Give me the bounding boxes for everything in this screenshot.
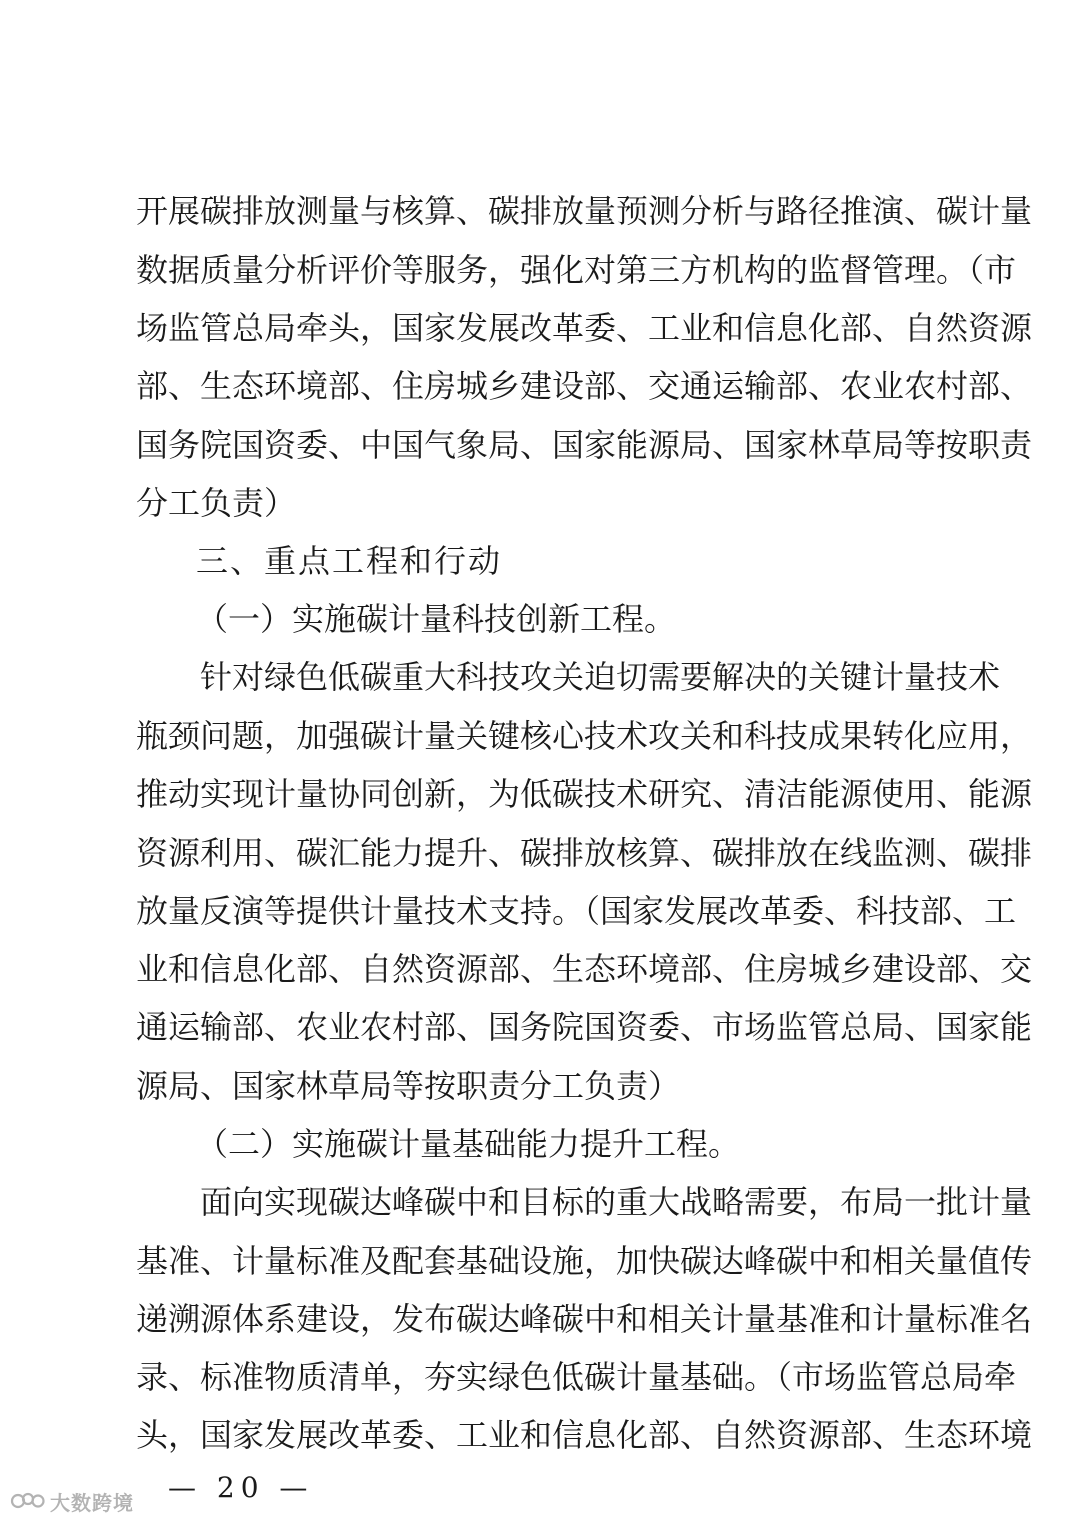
watermark [10,1487,134,1515]
brand-logo-icon [10,1489,46,1513]
subheading: （一）实施碳计量科技创新工程。 [196,600,677,638]
paragraph-line: 面向实现碳达峰碳中和目标的重大战略需要，布局一批计量 [200,1183,1033,1221]
paragraph-line: 数据质量分析评价等服务，强化对第三方机构的监督管理。（市 [136,251,1017,289]
page-number: — 20 — [168,1471,314,1504]
paragraph-line: 针对绿色低碳重大科技攻关迫切需要解决的关键计量技术 [200,658,1001,696]
paragraph-line: 推动实现计量协同创新，为低碳技术研究、清洁能源使用、能源 [136,775,1033,813]
paragraph-line: 国务院国资委、中国气象局、国家能源局、国家林草局等按职责 [136,426,1033,464]
paragraph-line: 放量反演等提供计量技术支持。（国家发展改革委、科技部、工 [136,892,1017,930]
paragraph-line: 通运输部、农业农村部、国务院国资委、市场监管总局、国家能 [136,1008,1033,1046]
paragraph-line: 分工负责） [136,484,297,522]
paragraph-line: 场监管总局牵头，国家发展改革委、工业和信息化部、自然资源 [136,309,1033,347]
paragraph-line: 递溯源体系建设，发布碳达峰碳中和相关计量基准和计量标准名 [136,1300,1033,1338]
section-heading: 三、重点工程和行动 [196,542,503,580]
paragraph-line: 瓶颈问题，加强碳计量关键核心技术攻关和科技成果转化应用， [136,717,1033,755]
subheading: （二）实施碳计量基础能力提升工程。 [196,1125,741,1163]
paragraph-line: 开展碳排放测量与核算、碳排放量预测分析与路径推演、碳计量 [136,192,1033,230]
paragraph-line: 部、生态环境部、住房城乡建设部、交通运输部、农业农村部、 [136,367,1033,405]
watermark-text: 大数跨境 [50,1490,134,1515]
paragraph-line: 资源利用、碳汇能力提升、碳排放核算、碳排放在线监测、碳排 [136,834,1033,872]
paragraph-line: 头，国家发展改革委、工业和信息化部、自然资源部、生态环境 [136,1416,1033,1454]
paragraph-line: 录、标准物质清单，夯实绿色低碳计量基础。（市场监管总局牵 [136,1358,1017,1396]
paragraph-line: 源局、国家林草局等按职责分工负责） [136,1067,681,1105]
paragraph-line: 业和信息化部、自然资源部、生态环境部、住房城乡建设部、交 [136,950,1033,988]
paragraph-line: 基准、计量标准及配套基础设施，加快碳达峰碳中和相关量值传 [136,1242,1033,1280]
